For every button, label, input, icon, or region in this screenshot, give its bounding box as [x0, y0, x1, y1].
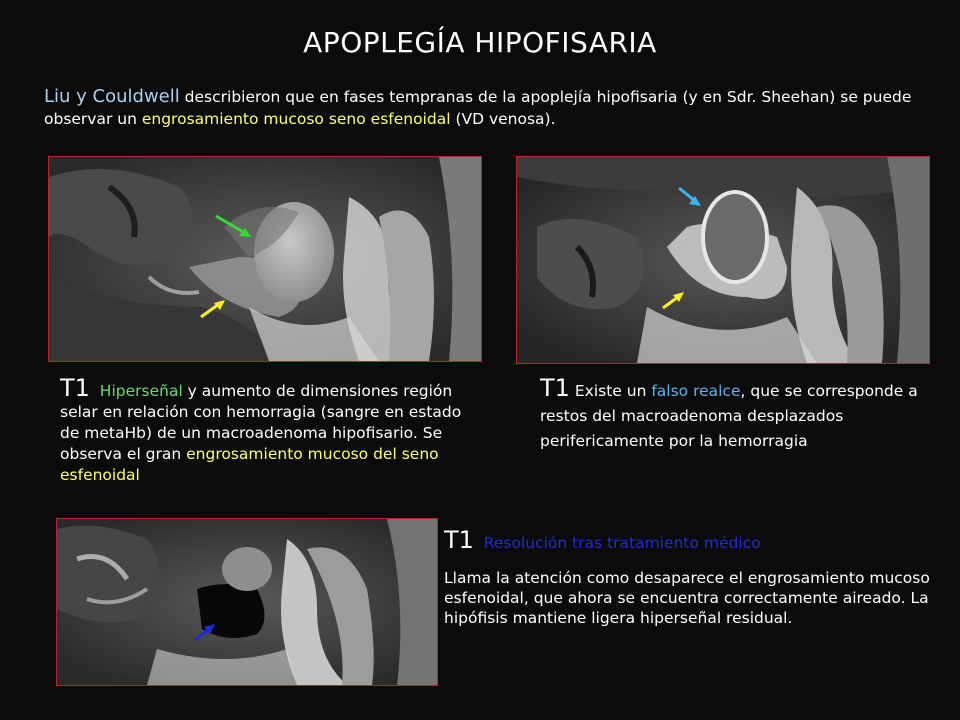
caption-1-highlight-1: Hiperseñal [99, 382, 183, 400]
mri-image-3-drawing [57, 519, 437, 685]
intro-line2-pre: observar un [44, 110, 142, 128]
intro-authors: Liu y Couldwell [44, 86, 180, 107]
intro-line2-post: (VD venosa). [450, 110, 556, 128]
intro-line1-rest: describieron que en fases tempranas de la apoplejía hipofisaria (y en Sdr. Sheehan) se puede [179, 88, 912, 106]
caption-3-heading-line [444, 528, 944, 554]
mri-image-2-drawing [517, 157, 929, 363]
caption-1-highlight-2: engrosamiento mucoso del seno esfenoidal [60, 445, 439, 484]
caption-2-text-1: Existe un [569, 382, 652, 400]
intro-line-1 [44, 86, 960, 108]
caption-panel-1 [60, 376, 462, 486]
caption-2-text-2: , que se corresponde a restos del macroadenoma desplazados perifericamente por la hemorragia [540, 382, 918, 450]
caption-3-seq: T1 [444, 526, 474, 554]
intro-line-2 [44, 108, 960, 130]
caption-panel-3 [444, 528, 944, 628]
mri-image-3 [56, 518, 438, 686]
mri-image-1 [48, 156, 482, 362]
caption-panel-2 [540, 376, 950, 454]
caption-3-body: Llama la atención como desaparece el engrosamiento mucoso esfenoidal, que ahora se encuentra correctamente aireado. La hipófisis mantiene ligera hiperseñal residual. [444, 569, 930, 627]
caption-3-heading: Resolución tras tratamiento médico [483, 534, 761, 552]
caption-1-seq: T1 [60, 374, 90, 402]
slide-title: APOPLEGÍA HIPOFISARIA [303, 26, 657, 59]
mri-image-2 [516, 156, 930, 364]
mri-image-1-drawing [49, 157, 481, 361]
intro-text [44, 86, 960, 130]
caption-1-text: y aumento de dimensiones región selar en relación con hemorragia (sangre en estado de metaHb) de un macroadenoma hipofisario. Se observa el gran [60, 382, 462, 463]
caption-2-highlight: falso realce [651, 382, 741, 400]
intro-line2-highlight: engrosamiento mucoso seno esfenoidal [141, 110, 451, 128]
caption-2-seq: T1 [540, 374, 570, 402]
